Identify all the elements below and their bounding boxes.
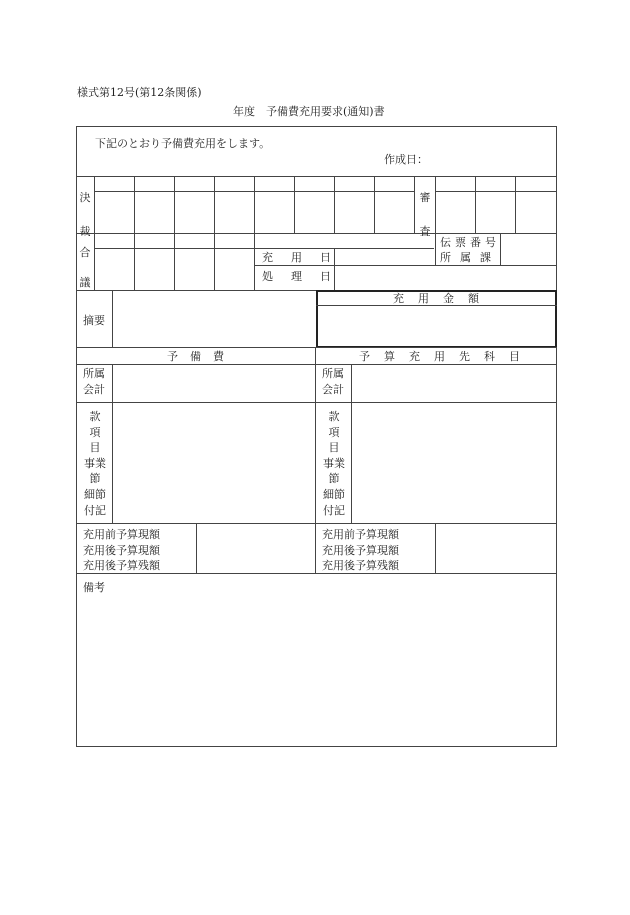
form-frame	[76, 126, 557, 747]
left-account-label-2: 会計	[83, 383, 105, 396]
slip-number-label: 伝票番号	[440, 236, 500, 249]
allocation-date-label: 充用日	[262, 251, 349, 264]
target-account-header: 予算充用先科目	[359, 350, 534, 363]
right-amount-labels: 充用前予算現額 充用後予算現額 充用後予算残額	[322, 528, 399, 573]
left-amount-labels: 充用前予算現額 充用後予算現額 充用後予算残額	[83, 528, 160, 573]
left-budget-items: 款 項 目 事業 節 細節 付記	[84, 410, 106, 517]
remarks-label: 備考	[83, 581, 105, 594]
consult-label: 合 議	[79, 246, 91, 289]
summary-label: 摘要	[83, 314, 105, 327]
intro-text: 下記のとおり予備費充用をします。	[95, 137, 271, 150]
right-budget-items: 款 項 目 事業 節 細節 付記	[323, 410, 345, 517]
left-account-label-1: 所属	[83, 367, 105, 380]
right-account-label-1: 所属	[322, 367, 344, 380]
created-date-label: 作成日：	[384, 153, 428, 166]
review-label: 審 査	[419, 191, 431, 238]
right-account-label-2: 会計	[322, 383, 344, 396]
decision-label: 決 裁	[79, 191, 91, 238]
department-label: 所属課	[440, 251, 500, 264]
processing-date-label: 処理日	[262, 270, 349, 283]
reserve-fund-header: 予備費	[167, 350, 236, 363]
document-title: 年度 予備費充用要求(通知)書	[233, 105, 385, 118]
allocation-amount-label: 充用金額	[393, 292, 493, 305]
form-number: 様式第12号(第12条関係)	[77, 86, 202, 99]
